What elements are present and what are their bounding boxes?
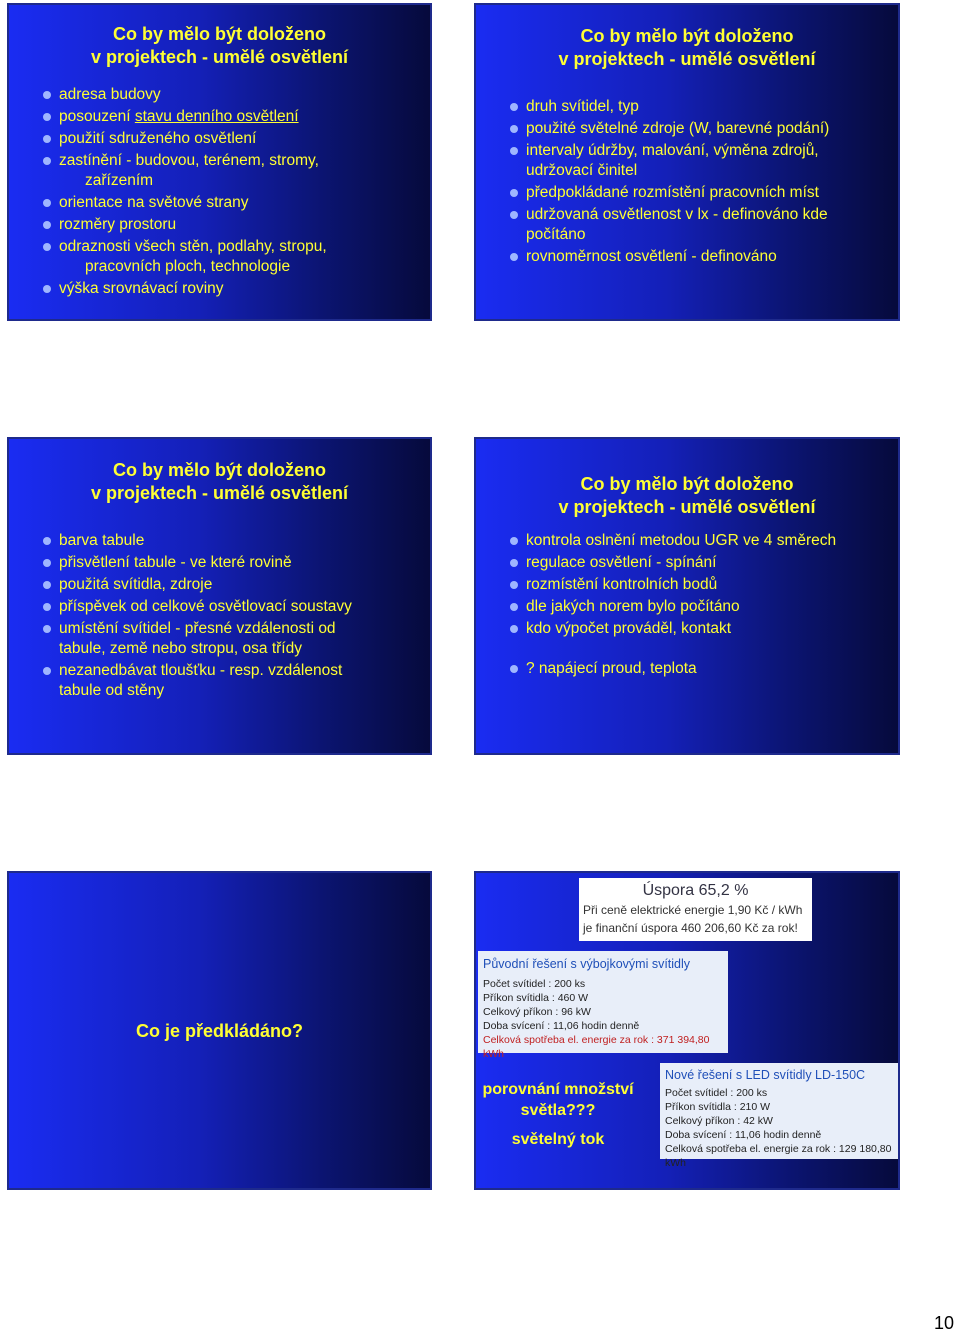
slide-4 [474,437,900,755]
bullet-icon [43,91,51,99]
list-item: dle jakých norem bylo počítáno [526,597,900,617]
bullet-icon [510,147,518,155]
bullet-icon [43,199,51,207]
savings-image: Úspora 65,2 % Při ceně elektrické energie 1,90 Kč / kWh je finanční úspora 460 206,60 Kč za rok! [579,878,812,941]
slide-title: Co by mělo být doloženo v projektech - umělé osvětlení [90,460,349,503]
bullet-icon [510,603,518,611]
list-item: udržovaná osvětlenost v lx - definováno kde počítáno [526,205,896,245]
bullet-list [526,97,896,269]
list-item: příspěvek od celkové osvětlovací soustavy [59,597,429,617]
bullet-icon [43,537,51,545]
list-item: rozmístění kontrolních bodů [526,575,900,595]
list-item: intervaly údržby, malování, výměna zdrojů, udržovací činitel [526,141,896,181]
bullet-icon [510,103,518,111]
list-item: adresa budovy [59,85,429,105]
list-item: posouzení stavu denního osvětlení [59,107,429,127]
list-item: nezanedbávat tloušťku - resp. vzdálenost tabule od stěny [59,661,429,701]
bullet-icon [510,211,518,219]
list-item: přisvětlení tabule - ve které rovině [59,553,429,573]
slide-title: Co by mělo být doloženo v projektech - umělé osvětlení [90,24,349,67]
bullet-icon [510,537,518,545]
original-solution-image: Původní řešení s výbojkovými svítidly Počet svítidel : 200 ks Příkon svítidla : 460 W Celkový příkon : 96 kW Doba svícení : 11,06 hodin denně Celková spotřeba el. energie za rok : 371 394,80 kWh [478,951,728,1053]
list-item: použitá svítidla, zdroje [59,575,429,595]
bullet-icon [43,285,51,293]
slide-2 [474,3,900,321]
list-item: zastínění - budovou, terénem, stromy, zařízením [59,151,429,191]
bullet-icon [43,667,51,675]
bullet-icon [43,157,51,165]
list-item: ? napájecí proud, teplota [526,659,900,679]
slide-5 [7,871,432,1190]
bullet-icon [43,243,51,251]
bullet-icon [43,113,51,121]
list-item: umístění svítidel - přesné vzdálenosti od tabule, země nebo stropu, osa třídy [59,619,429,659]
link-daylight[interactable]: stavu denního osvětlení [134,108,299,125]
list-item: použité světelné zdroje (W, barevné podání) [526,119,896,139]
bullet-list [59,85,429,301]
bullet-icon [43,221,51,229]
question-text: Co je předkládáno? [135,1021,304,1041]
bullet-icon [510,581,518,589]
list-item: výška srovnávací roviny [59,279,429,299]
comparison-text: porovnání množství světla??? [482,1081,634,1119]
list-item: druh svítidel, typ [526,97,896,117]
slide-1 [7,3,432,321]
list-item: barva tabule [59,531,429,551]
slide-6 [474,871,900,1190]
led-solution-image: Nové řešení s LED svítidly LD-150C Počet svítidel : 200 ks Příkon svítidla : 210 W Celkový příkon : 42 kW Doba svícení : 11,06 hodin denně Celková spotřeba el. energie za rok : 129 180,80 kWh [660,1063,900,1159]
bullet-icon [510,125,518,133]
bullet-icon [43,625,51,633]
bullet-icon [43,135,51,143]
slide-title: Co by mělo být doloženo v projektech - umělé osvětlení [558,26,816,69]
bullet-icon [510,559,518,567]
bullet-icon [510,665,518,673]
list-item: rozměry prostoru [59,215,429,235]
list-item: orientace na světové strany [59,193,429,213]
bullet-icon [43,603,51,611]
list-item: odraznosti všech stěn, podlahy, stropu, pracovních ploch, technologie [59,237,429,277]
list-item: použití sdruženého osvětlení [59,129,429,149]
list-item: kdo výpočet prováděl, kontakt [526,619,900,639]
bullet-icon [510,625,518,633]
luminous-flux-text: světelný tok [511,1131,605,1148]
bullet-icon [43,559,51,567]
list-item: rovnoměrnost osvětlení - definováno [526,247,896,267]
bullet-list [59,531,429,703]
slide-3 [7,437,432,755]
bullet-icon [510,253,518,261]
bullet-icon [510,189,518,197]
list-item: regulace osvětlení - spínání [526,553,900,573]
page-number: 10 [933,1313,954,1333]
slide-title: Co by mělo být doloženo v projektech - umělé osvětlení [558,474,816,517]
bullet-list [526,531,900,681]
list-item: předpokládané rozmístění pracovních míst [526,183,896,203]
bullet-icon [43,581,51,589]
list-item: kontrola oslnění metodou UGR ve 4 směrech [526,531,900,551]
